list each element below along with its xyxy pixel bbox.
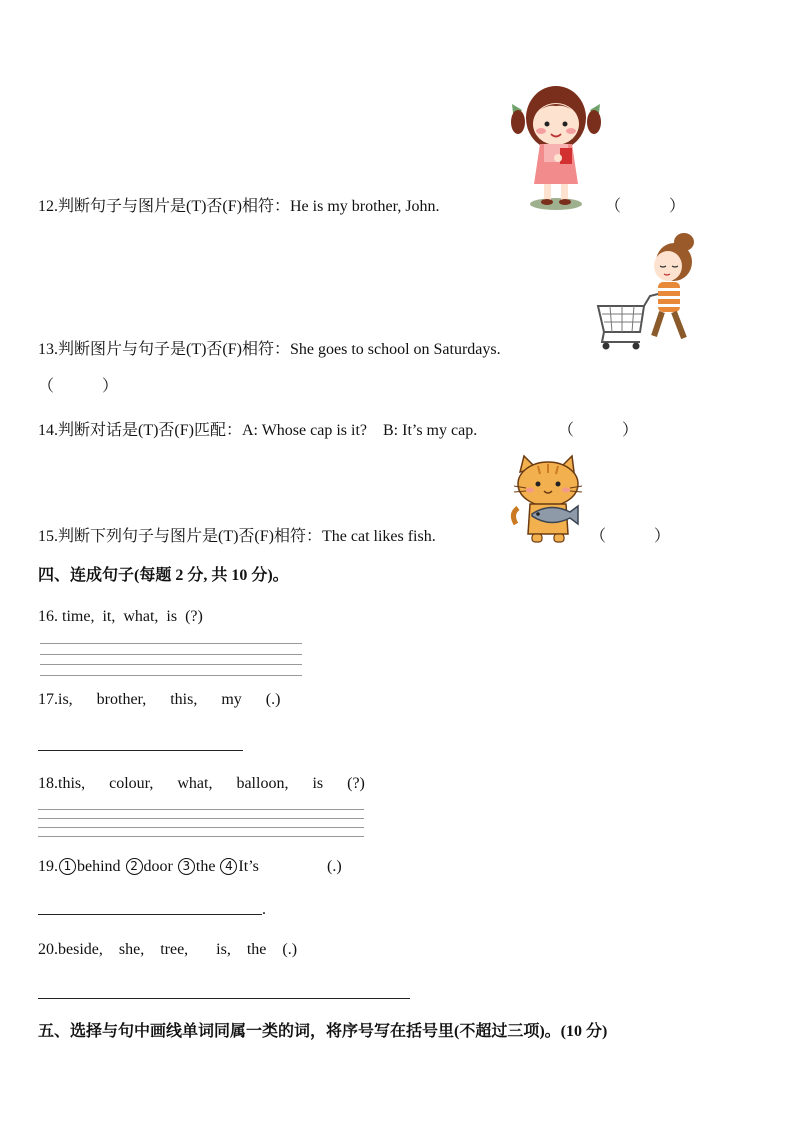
question-12-text: 12.判断句子与图片是(T)否(F)相符：He is my brother, John. xyxy=(38,198,440,215)
q19-word-4: It’s xyxy=(238,858,259,875)
q19-word-3: the xyxy=(195,858,216,875)
q19-end-punct: (.) xyxy=(327,858,342,875)
answer-paren-15[interactable]: （ ） xyxy=(590,528,671,545)
q19-blank-period: . xyxy=(262,901,266,918)
answer-line-16a[interactable] xyxy=(40,643,302,644)
question-13-text: 13.判断图片与句子是(T)否(F)相符：She goes to school on Saturdays. xyxy=(38,341,501,358)
circled-number-2: 2 xyxy=(126,858,143,875)
question-15-text: 15.判断下列句子与图片是(T)否(F)相符：The cat likes fish. xyxy=(38,528,436,545)
q19-word-1: behind xyxy=(77,858,121,875)
question-14-text: 14.判断对话是(T)否(F)匹配：A: Whose cap is it? B: It’s my cap. xyxy=(38,422,478,439)
answer-line-17[interactable] xyxy=(38,750,243,751)
answer-paren-13[interactable]: （ ） xyxy=(38,378,119,395)
question-16-text: 16. time, it, what, is (?) xyxy=(38,608,203,625)
answer-line-20[interactable] xyxy=(38,998,410,999)
answer-line-18b[interactable] xyxy=(38,818,364,819)
circled-number-1: 1 xyxy=(59,858,76,875)
cat-with-fish-image xyxy=(508,454,588,546)
question-18-text: 18.this, colour, what, balloon, is (?) xyxy=(38,775,365,792)
answer-paren-12[interactable]: （ ） xyxy=(605,198,686,215)
answer-line-18d[interactable] xyxy=(38,836,364,837)
girl-with-book-image xyxy=(508,78,604,214)
section-4-heading: 四、连成句子(每题 2 分, 共 10 分)。 xyxy=(38,567,289,584)
question-20-text: 20.beside, she, tree, is, the (.) xyxy=(38,941,298,958)
question-19-text xyxy=(38,857,259,877)
circled-number-3: 3 xyxy=(178,858,195,875)
answer-paren-14[interactable]: （ ） xyxy=(558,422,639,439)
answer-line-19[interactable] xyxy=(38,914,262,915)
circled-number-4: 4 xyxy=(220,858,237,875)
section-5-heading: 五、选择与句中画线单词同属一类的词，将序号写在括号里(不超过三项)。(10 分) xyxy=(38,1023,608,1040)
q19-word-2: door xyxy=(143,858,173,875)
girl-shopping-cart-image xyxy=(592,232,700,354)
q19-number: 19. xyxy=(38,858,58,875)
question-17-text: 17.is, brother, this, my (.) xyxy=(38,691,281,708)
answer-line-16d[interactable] xyxy=(40,675,302,676)
answer-line-18a[interactable] xyxy=(38,809,364,810)
answer-line-16c[interactable] xyxy=(40,664,302,665)
answer-line-16b[interactable] xyxy=(40,654,302,655)
answer-line-18c[interactable] xyxy=(38,827,364,828)
